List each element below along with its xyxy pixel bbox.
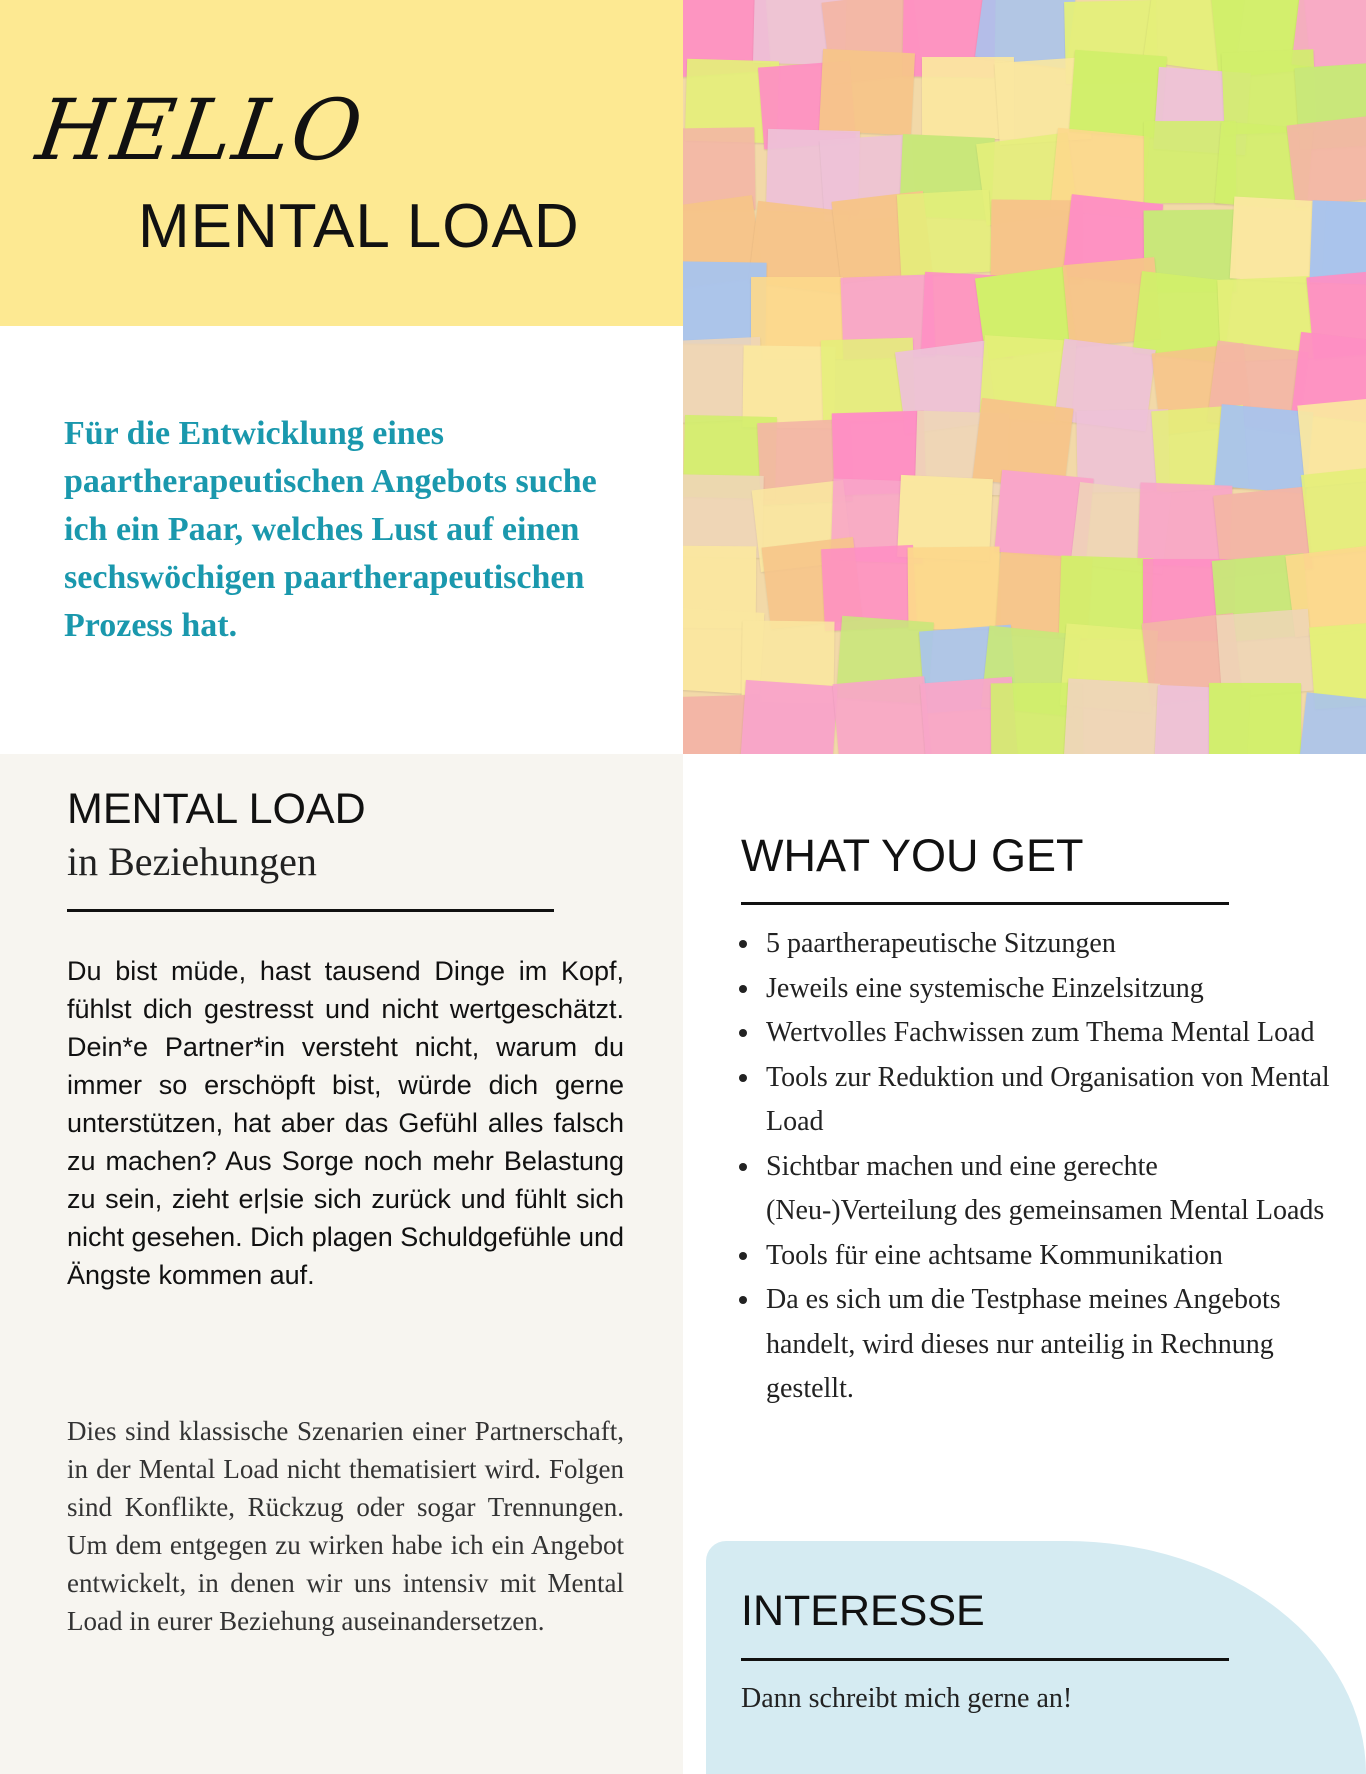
sticky-note [1298, 692, 1366, 754]
paragraph-offer: Dies sind klassische Szenarien einer Partnerschaft, in der Mental Load nicht thematisiert wird. Folgen sind Konflikte, Rückzug oder sogar Trennungen. Um dem entgegen zu wirken habe ich ein Angebot entwickelt, in denen wir uns intensiv mit Mental Load in eurer Beziehung auseinandersetzen. [67, 1416, 624, 1636]
list-item: • Tools zur Reduktion und Organisation von Mental Load [762, 1056, 1352, 1145]
section-subtitle: in Beziehungen [67, 839, 317, 884]
divider [741, 1658, 1229, 1661]
list-item: • Sichtbar machen und eine gerechte (Neu-)Verteilung des gemeinsamen Mental Loads [762, 1145, 1352, 1234]
divider [67, 909, 554, 912]
list-item: • Jeweils eine systemische Einzelsitzung [762, 967, 1352, 1012]
sticky-note [1301, 466, 1366, 557]
section-title-mental-load: MENTAL LOAD [67, 785, 366, 833]
paragraph-situation: Du bist müde, hast tausend Dinge im Kopf, fühlst dich gestresst und nicht wertgeschätzt. Dein*e Partner*in versteht nicht, warum du immer so erschöpft bist, würde dich gerne unterstützen, hat aber das Gefühl alles falsch zu machen? Aus Sorge noch mehr Belastung zu sein, zieht er|sie sich zurück und fühlt sich nicht gesehen. Dich plagen Schuldgefühle und Ängste kommen auf. [67, 956, 624, 1290]
sticky-note [1209, 683, 1301, 754]
list-item: • Da es sich um die Testphase meines Angebots handelt, wird dieses nur anteilig in Rechnung gestellt. [762, 1278, 1352, 1412]
page-title: MENTAL LOAD [138, 192, 580, 261]
sticky-note [819, 49, 915, 136]
sticky-notes-photo [683, 0, 1366, 754]
section-title-what-you-get: WHAT YOU GET [741, 830, 1084, 881]
sticky-note [1064, 678, 1161, 754]
hello-script-text: HELLO [31, 81, 370, 179]
contact-invitation: Dann schreibt mich gerne an! [741, 1683, 1073, 1714]
list-item: • Tools für eine achtsame Kommunikation [762, 1234, 1352, 1279]
sticky-note [741, 680, 838, 754]
sticky-note [897, 189, 993, 276]
sticky-note [833, 676, 932, 754]
section-title-interesse: INTERESSE [741, 1587, 985, 1635]
benefits-list [712, 922, 1352, 1412]
list-item: • 5 paartherapeutische Sitzungen [762, 922, 1352, 967]
divider [741, 902, 1229, 905]
sticky-note [1287, 115, 1366, 207]
sticky-note [907, 546, 1000, 629]
intro-text: Für die Entwicklung eines paartherapeutischen Angebots suche ich ein Paar, welches Lust auf einen sechswöchigen paartherapeutischen Prozess hat. [64, 415, 597, 644]
list-item: • Wertvolles Fachwissen zum Thema Mental Load [762, 1011, 1352, 1056]
